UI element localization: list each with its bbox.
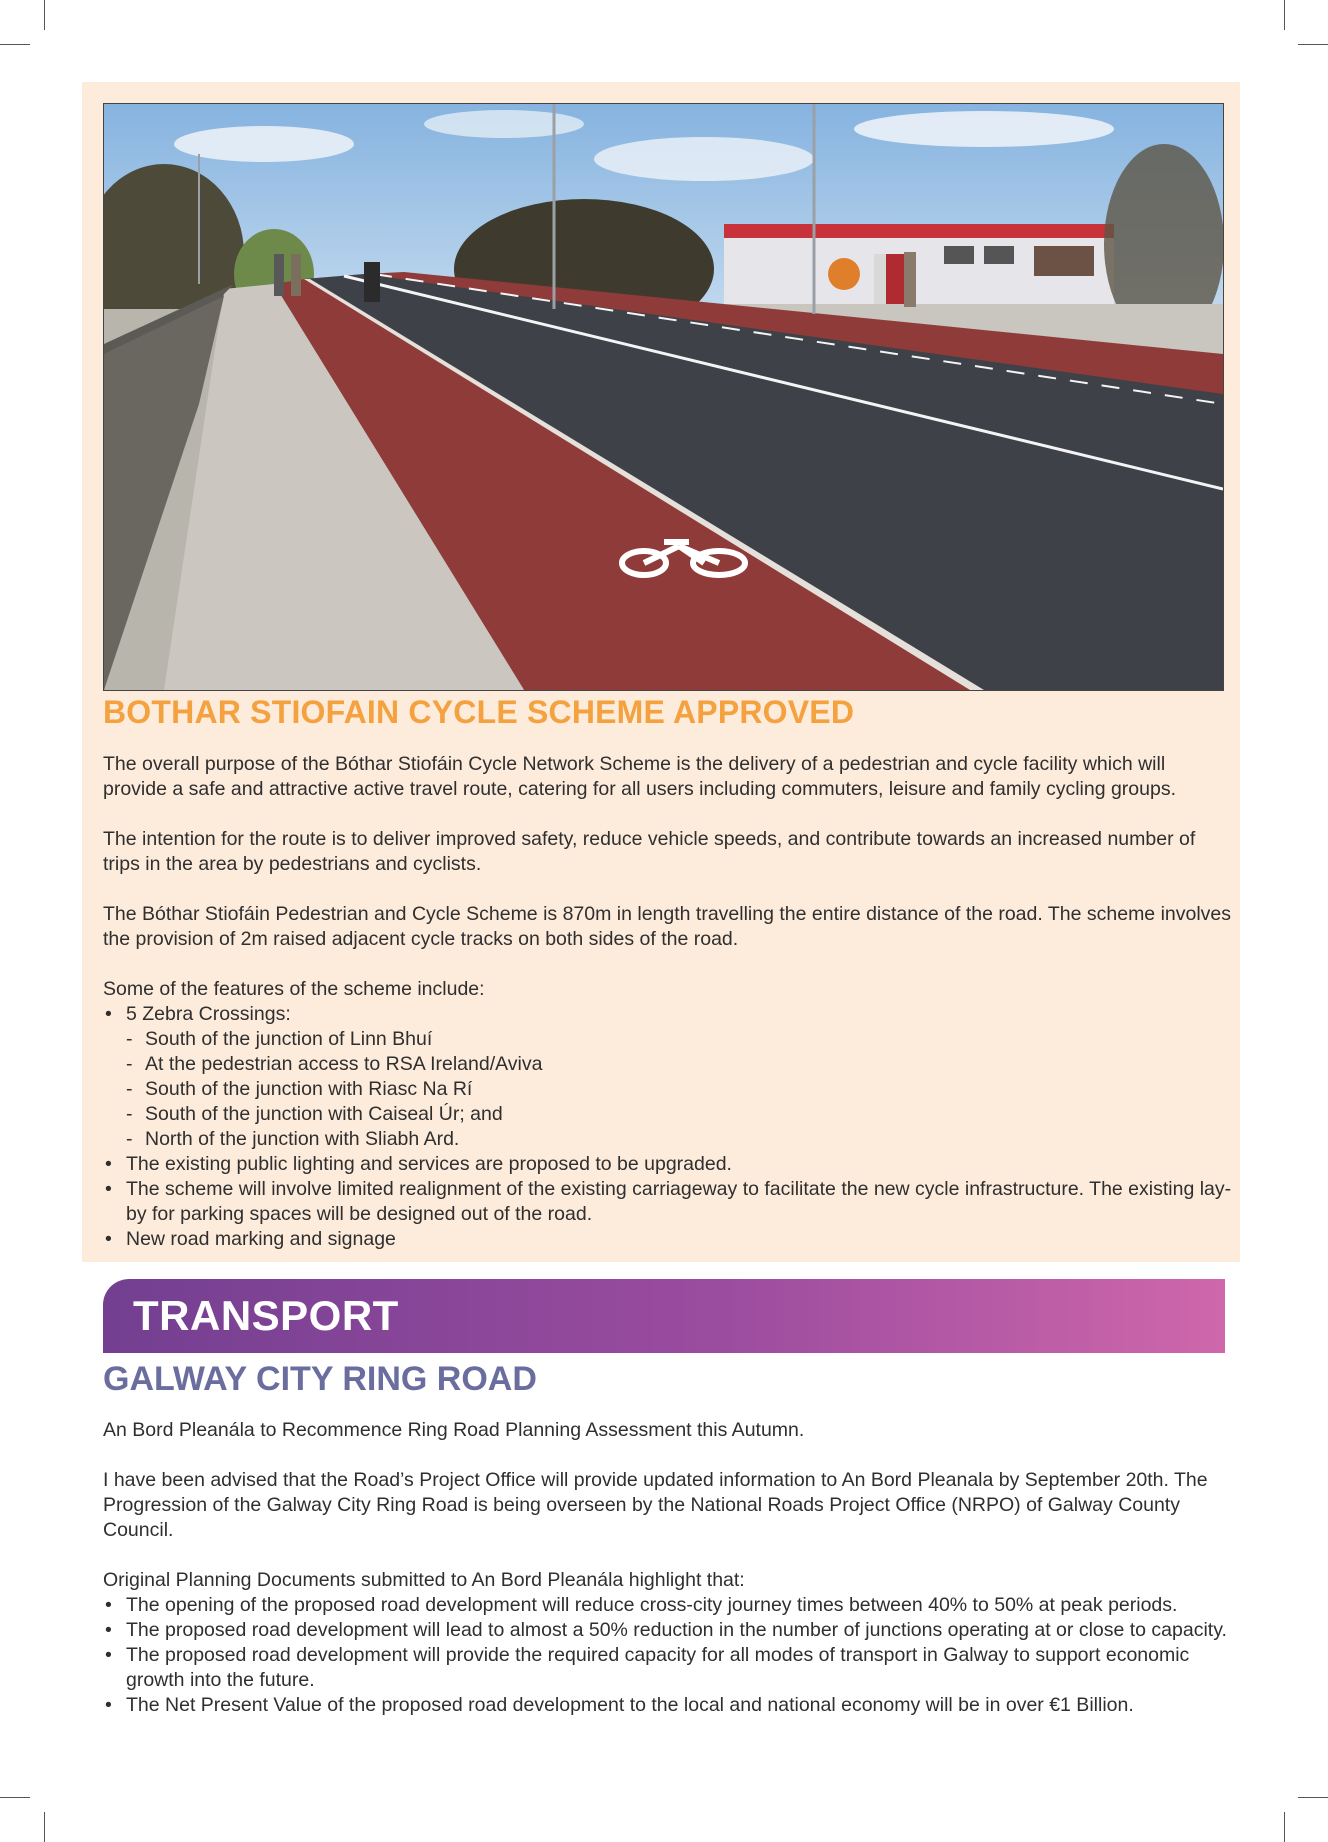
list-item <box>103 1002 1233 1027</box>
paragraph: I have been advised that the Road’s Project Office will provide updated information to An Bord Pleanala by September 20th. The Progression of the Galway City Ring Road is being overseen by the National Roads Project Office (NRPO) of Galway County Council. <box>103 1469 1208 1541</box>
ring-road-list <box>103 1593 1233 1718</box>
list-intro: Original Planning Documents submitted to An Bord Pleanála highlight that: <box>103 1569 745 1591</box>
list-item: • The Net Present Value of the proposed road development to the local and national economy will be in over €1 Billion. <box>103 1693 1233 1718</box>
list-item: • The scheme will involve limited realignment of the existing carriageway to facilitate the new cycle infrastructure. The existing lay-by for parking spaces will be designed out of the road. <box>103 1177 1233 1227</box>
crop-mark <box>0 44 30 45</box>
list-item: • The opening of the proposed road development will reduce cross-city journey times between 40% to 50% at peak periods. <box>103 1593 1233 1618</box>
paragraph: An Bord Pleanála to Recommence Ring Road Planning Assessment this Autumn. <box>103 1419 805 1441</box>
crop-mark <box>1298 44 1328 45</box>
zebra-crossings-label: 5 Zebra Crossings: <box>126 1003 291 1025</box>
list-item: - South of the junction with Caiseal Úr; and <box>103 1102 1233 1127</box>
ring-road-body <box>103 1418 1233 1718</box>
section-banner <box>103 1279 1225 1353</box>
paragraph: The intention for the route is to deliver improved safety, reduce vehicle speeds, and contribute towards an increased number of trips in the area by pedestrians and cyclists. <box>103 828 1196 875</box>
crop-mark <box>44 0 45 30</box>
features-intro: Some of the features of the scheme include: <box>103 978 485 1000</box>
zebra-crossings-list <box>103 1027 1233 1152</box>
features-list-more <box>103 1152 1233 1252</box>
ring-road-headline: GALWAY CITY RING ROAD <box>103 1360 537 1398</box>
crop-mark <box>44 1812 45 1842</box>
section-title: TRANSPORT <box>133 1292 399 1339</box>
cycle-lane-render-image <box>103 103 1224 691</box>
crop-mark <box>1298 1797 1328 1798</box>
crop-mark <box>1284 0 1285 30</box>
crop-mark <box>0 1797 30 1798</box>
list-item: • The existing public lighting and services are proposed to be upgraded. <box>103 1152 1233 1177</box>
paragraph: The overall purpose of the Bóthar Stiofáin Cycle Network Scheme is the delivery of a pedestrian and cycle facility which will provide a safe and attractive active travel route, catering for all users including commuters, leisure and family cycling groups. <box>103 753 1177 800</box>
list-item: • The proposed road development will provide the required capacity for all modes of transport in Galway to support economic growth into the future. <box>103 1643 1233 1693</box>
paragraph: The Bóthar Stiofáin Pedestrian and Cycle Scheme is 870m in length travelling the entire distance of the road. The scheme involves the provision of 2m raised adjacent cycle tracks on both sides of the road. <box>103 903 1232 950</box>
crop-mark <box>1284 1812 1285 1842</box>
list-item: - South of the junction of Linn Bhuí <box>103 1027 1233 1052</box>
features-list <box>103 1002 1233 1027</box>
list-item: - North of the junction with Sliabh Ard. <box>103 1127 1233 1152</box>
cycle-scheme-headline: BOTHAR STIOFAIN CYCLE SCHEME APPROVED <box>103 694 855 730</box>
cycle-scheme-body <box>103 752 1233 1252</box>
list-item: • New road marking and signage <box>103 1227 1233 1252</box>
list-item: - South of the junction with Riasc Na Rí <box>103 1077 1233 1102</box>
list-item: - At the pedestrian access to RSA Ireland/Aviva <box>103 1052 1233 1077</box>
list-item: • The proposed road development will lead to almost a 50% reduction in the number of junctions operating at or close to capacity. <box>103 1618 1233 1643</box>
